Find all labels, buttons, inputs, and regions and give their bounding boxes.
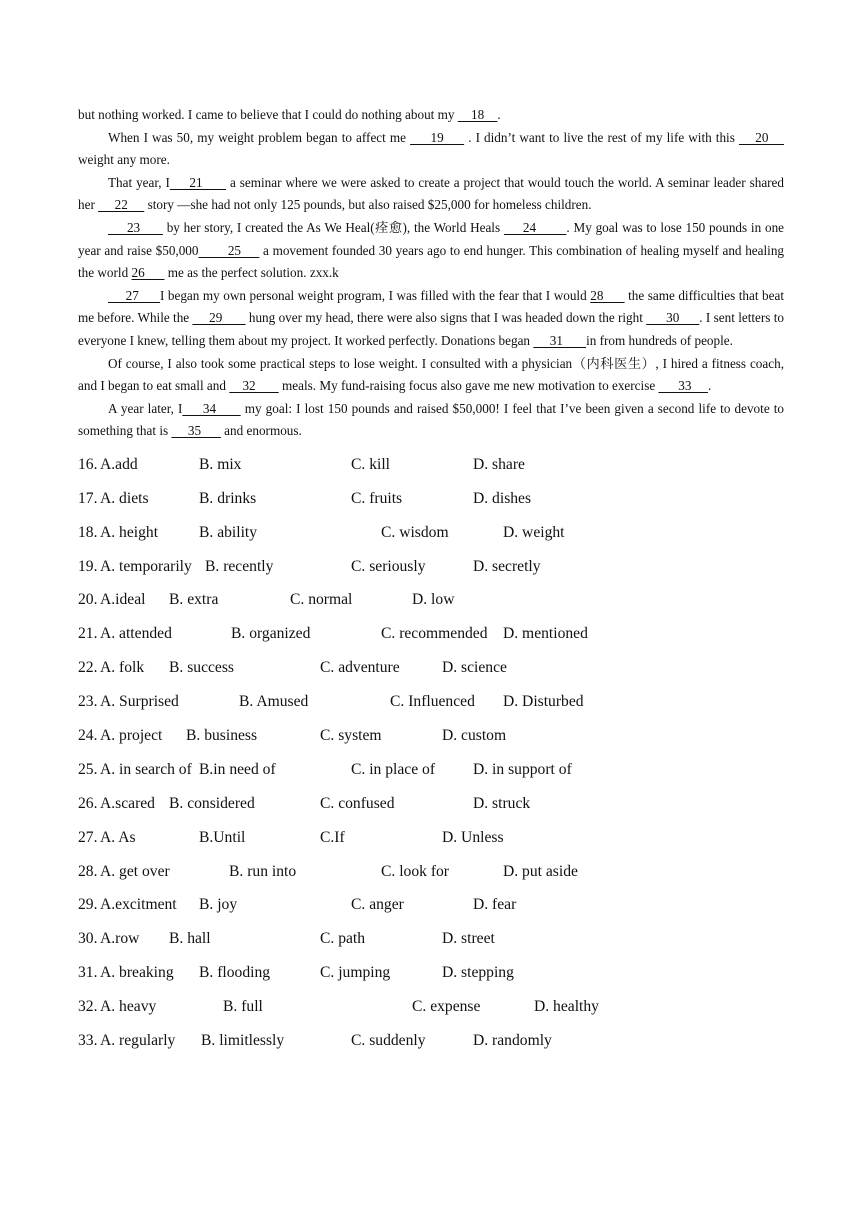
option-c[interactable]: C. suddenly — [351, 1032, 426, 1050]
passage-text: . — [707, 378, 712, 394]
option-b[interactable]: B. extra — [169, 591, 219, 609]
question-number: 28. — [78, 862, 98, 880]
option-a[interactable]: A. folk — [100, 659, 145, 677]
question-row — [78, 550, 784, 584]
question-number: 27. — [78, 828, 98, 846]
blank-number: 26 — [131, 265, 165, 281]
question-number: 18. — [78, 523, 98, 541]
option-d[interactable]: D. put aside — [503, 862, 578, 880]
option-b[interactable]: B. hall — [169, 930, 211, 948]
option-b[interactable]: B. recently — [205, 557, 274, 575]
option-b[interactable]: B. Amused — [239, 693, 309, 711]
passage-text: Of course, I also took some practical steps to lose weight. I consulted with a physician（内科医生）, I hired a fitness coach, and I began to eat small and — [78, 355, 784, 394]
question-number: 21. — [78, 625, 98, 643]
option-c[interactable]: C. system — [320, 727, 382, 745]
option-d[interactable]: D. stepping — [442, 964, 514, 982]
option-c[interactable]: C.If — [320, 828, 345, 846]
option-c[interactable]: C. look for — [381, 862, 450, 880]
option-a[interactable]: A. height — [100, 523, 159, 541]
passage-text: story —she had not only 125 pounds, but also raised $25,000 for homeless children. — [144, 197, 592, 213]
blank-number: 19 — [410, 129, 465, 145]
option-c[interactable]: C. in place of — [351, 760, 436, 778]
passage-text: a movement founded 30 years ago to end hunger. This combination of healing myself and healing the world — [78, 242, 785, 281]
passage-text: in from hundreds of people. — [586, 332, 733, 348]
question-number: 33. — [78, 1032, 98, 1050]
option-d[interactable]: D. healthy — [534, 998, 599, 1016]
option-b[interactable]: B. success — [169, 659, 234, 677]
blank-number: 20 — [738, 129, 784, 145]
option-a[interactable]: A. get over — [100, 862, 170, 880]
question-number: 26. — [78, 794, 98, 812]
question-row — [78, 651, 784, 685]
option-a[interactable]: A. heavy — [100, 998, 157, 1016]
question-row — [78, 1024, 784, 1058]
option-b[interactable]: B. limitlessly — [201, 1032, 285, 1050]
option-c[interactable]: C. kill — [351, 455, 390, 473]
question-row — [78, 516, 784, 550]
passage-text: a seminar where we were asked to create a project that would touch the world. A seminar leader shared her — [78, 174, 785, 213]
option-d[interactable]: D. struck — [473, 794, 531, 812]
question-number: 29. — [78, 896, 98, 914]
passage-paragraph — [78, 353, 784, 398]
question-row — [78, 855, 784, 889]
question-number: 17. — [78, 489, 98, 507]
passage-text: my goal: I lost 150 pounds and raised $50,000! I feel that I’ve been given a second life to devote to something that is — [78, 400, 785, 439]
question-row — [78, 685, 784, 719]
option-c[interactable]: C. seriously — [351, 557, 426, 575]
question-number: 20. — [78, 591, 98, 609]
passage-text: and enormous. — [220, 423, 302, 439]
blank-number: 22 — [98, 197, 145, 213]
option-c[interactable]: C. jumping — [320, 964, 391, 982]
option-d[interactable]: D. fear — [473, 896, 517, 914]
passage-paragraph — [78, 172, 784, 217]
option-a[interactable]: A.ideal — [100, 591, 146, 609]
question-number: 24. — [78, 727, 98, 745]
question-row — [78, 583, 784, 617]
passage-text: . I didn’t want to live the rest of my life with this — [464, 129, 739, 145]
blank-number: 34 — [182, 400, 241, 416]
option-c[interactable]: C. expense — [412, 998, 481, 1016]
option-d[interactable]: D. custom — [442, 727, 507, 745]
blank-number: 32 — [229, 378, 279, 394]
blank-number: 31 — [533, 332, 587, 348]
passage-text: meals. My fund-raising focus also gave me new motivation to exercise — [278, 378, 659, 394]
passage-paragraph — [78, 127, 784, 172]
passage-text: me as the perfect solution. zxx.k — [164, 265, 339, 281]
option-c[interactable]: C. Influenced — [390, 693, 475, 711]
question-row — [78, 482, 784, 516]
blank-number: 30 — [646, 310, 700, 326]
passage-text: A year later, I — [108, 400, 183, 416]
option-a[interactable]: A. As — [100, 828, 136, 846]
passage-paragraph — [78, 217, 784, 285]
option-b[interactable]: B. mix — [199, 455, 242, 473]
question-number: 16. — [78, 455, 98, 473]
blank-number: 18 — [457, 107, 498, 122]
option-b[interactable]: B.in need of — [199, 760, 276, 778]
option-a[interactable]: A. temporarily — [100, 557, 192, 575]
question-row — [78, 888, 784, 922]
option-d[interactable]: D. share — [473, 455, 525, 473]
option-a[interactable]: A. project — [100, 727, 163, 745]
passage-paragraph — [78, 398, 784, 443]
option-a[interactable]: A. Surprised — [100, 693, 179, 711]
option-a[interactable]: A.add — [100, 455, 138, 473]
passage-text: . — [497, 107, 501, 122]
option-b[interactable]: B. joy — [199, 896, 238, 914]
blank-number: 33 — [658, 378, 708, 394]
option-d[interactable]: D. secretly — [473, 557, 541, 575]
option-c[interactable]: C. recommended — [381, 625, 488, 643]
option-a[interactable]: A.excitment — [100, 896, 177, 914]
question-number: 19. — [78, 557, 98, 575]
option-b[interactable]: B. run into — [229, 862, 297, 880]
option-c[interactable]: C. normal — [290, 591, 353, 609]
blank-number: 35 — [171, 423, 221, 439]
blank-number: 24 — [503, 219, 567, 235]
document-page — [78, 104, 784, 1058]
answer-options — [78, 448, 784, 1058]
option-a[interactable]: A. in search of — [100, 760, 192, 778]
option-b[interactable]: B. drinks — [199, 489, 257, 507]
question-number: 22. — [78, 659, 98, 677]
cloze-passage — [78, 104, 784, 443]
passage-text: the same difficulties that beat me before. While the — [78, 287, 784, 326]
blank-number: 27 — [108, 287, 160, 303]
question-row — [78, 617, 784, 651]
option-d[interactable]: D. dishes — [473, 489, 532, 507]
passage-text: hung over my head, there were also signs that I was headed down the right — [245, 310, 647, 326]
passage-text: but nothing worked. I came to believe that I could do nothing about my — [78, 107, 458, 122]
blank-number: 25 — [198, 242, 260, 258]
question-row — [78, 448, 784, 482]
option-d[interactable]: D. street — [442, 930, 495, 948]
option-b[interactable]: B. considered — [169, 794, 255, 812]
question-number: 23. — [78, 693, 98, 711]
blank-number: 23 — [108, 219, 163, 235]
option-a[interactable]: A.scared — [100, 794, 155, 812]
option-b[interactable]: B.Until — [199, 828, 246, 846]
question-row — [78, 787, 784, 821]
option-d[interactable]: D. Unless — [442, 828, 504, 846]
option-c[interactable]: C. path — [320, 930, 366, 948]
question-row — [78, 753, 784, 787]
option-d[interactable]: D. low — [412, 591, 455, 609]
option-d[interactable]: D. randomly — [473, 1032, 552, 1050]
option-a[interactable]: A. attended — [100, 625, 172, 643]
passage-text: weight any more. — [78, 152, 170, 168]
question-row — [78, 922, 784, 956]
option-a[interactable]: A. regularly — [100, 1032, 176, 1050]
option-a[interactable]: A. breaking — [100, 964, 174, 982]
blank-number: 21 — [169, 174, 227, 190]
question-row — [78, 990, 784, 1024]
option-c[interactable]: C. anger — [351, 896, 404, 914]
passage-text: That year, I — [108, 174, 170, 190]
option-c[interactable]: C. confused — [320, 794, 395, 812]
question-number: 32. — [78, 998, 98, 1016]
passage-text: . I sent letters to everyone I knew, telling them about my project. It worked perfectly. Donations began — [78, 310, 784, 348]
option-c[interactable]: C. wisdom — [381, 523, 449, 541]
option-d[interactable]: D. Disturbed — [503, 693, 584, 711]
blank-number: 29 — [192, 310, 246, 326]
option-c[interactable]: C. adventure — [320, 659, 400, 677]
question-row — [78, 821, 784, 855]
option-b[interactable]: B. business — [186, 727, 258, 745]
passage-text: . My goal was to lose 150 pounds in one year and raise $50,000 — [78, 219, 785, 258]
passage-text: I began my own personal weight program, I was filled with the fear that I would — [159, 287, 591, 303]
option-b[interactable]: B. ability — [199, 523, 258, 541]
passage-paragraph — [78, 104, 784, 127]
option-a[interactable]: A. diets — [100, 489, 149, 507]
passage-text: When I was 50, my weight problem began to affect me — [108, 129, 411, 145]
option-d[interactable]: D. weight — [503, 523, 565, 541]
question-row — [78, 956, 784, 990]
passage-text: by her story, I created the As We Heal(痊愈), the World Heals — [162, 219, 504, 235]
option-b[interactable]: B. organized — [231, 625, 311, 643]
option-a[interactable]: A.row — [100, 930, 140, 948]
option-c[interactable]: C. fruits — [351, 489, 403, 507]
question-number: 30. — [78, 930, 98, 948]
blank-number: 28 — [590, 287, 625, 303]
option-d[interactable]: D. science — [442, 659, 507, 677]
question-number: 31. — [78, 964, 98, 982]
option-b[interactable]: B. flooding — [199, 964, 271, 982]
question-number: 25. — [78, 760, 98, 778]
option-b[interactable]: B. full — [223, 998, 263, 1016]
question-row — [78, 719, 784, 753]
passage-paragraph — [78, 285, 784, 353]
option-d[interactable]: D. in support of — [473, 760, 572, 778]
option-d[interactable]: D. mentioned — [503, 625, 588, 643]
